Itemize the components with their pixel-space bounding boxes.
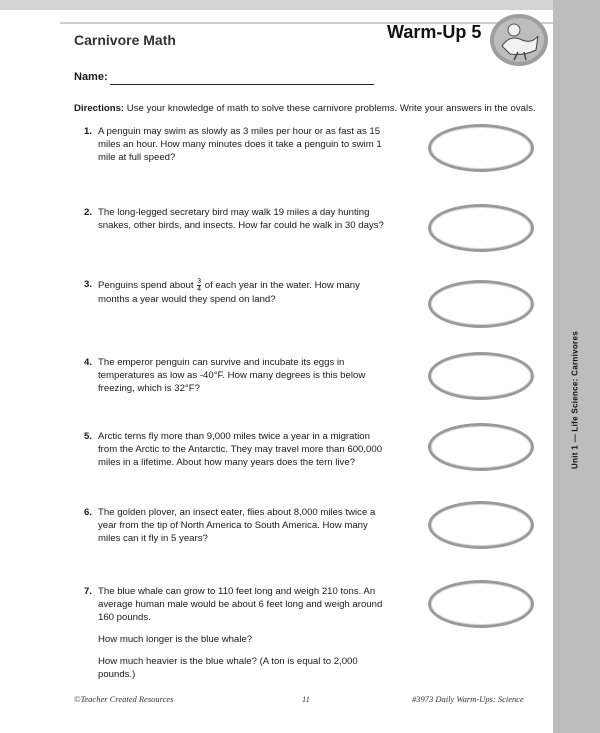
question-number: 4.: [84, 357, 93, 368]
answer-oval-6[interactable]: [428, 501, 534, 549]
answer-oval-1[interactable]: [428, 124, 534, 172]
question-4: [84, 356, 384, 395]
answer-oval-4[interactable]: [428, 352, 534, 400]
question-text-part: Penguins spend about: [98, 280, 194, 292]
question-number: 2.: [84, 207, 93, 218]
warmup-title: Warm-Up 5: [387, 22, 482, 42]
question-number: 5.: [84, 431, 93, 442]
question-5: [84, 430, 384, 469]
question-1: [84, 125, 384, 164]
name-field[interactable]: [110, 84, 374, 85]
footer-book-title: #3973 Daily Warm-Ups: Science: [412, 694, 524, 704]
top-bar: [0, 0, 600, 10]
answer-oval-7[interactable]: [428, 580, 534, 628]
warmup-emblem-icon: [488, 12, 550, 68]
question-subpart-2: How much heavier is the blue whale? (A ton is equal to 2,000 pounds.): [98, 656, 358, 680]
answer-oval-5[interactable]: [428, 423, 534, 471]
answer-oval-3[interactable]: [428, 280, 534, 328]
question-3: [84, 278, 384, 306]
question-text: Arctic terns fly more than 9,000 miles twice a year in a migration from the Arctic to the Antarctic. They may travel more than 600,000 miles in a lifetime. About how many years does the tern live?: [98, 431, 383, 468]
name-label: Name:: [74, 71, 108, 83]
fraction: [197, 278, 201, 293]
footer-publisher: ©Teacher Created Resources: [74, 694, 174, 704]
page-number: 11: [302, 694, 310, 704]
question-text-part: of each year in the water. How many months a year would they spend on land?: [98, 280, 360, 305]
directions-label: Directions:: [74, 103, 125, 114]
question-7: [84, 585, 384, 681]
question-number: 1.: [84, 126, 93, 137]
question-number: 6.: [84, 507, 93, 518]
answer-oval-2[interactable]: [428, 204, 534, 252]
question-text: A penguin may swim as slowly as 3 miles per hour or as fast as 15 miles an hour. How many minutes does it take a penguin to swim 1 mile at full speed?: [98, 126, 382, 163]
question-text: [98, 278, 384, 306]
question-text: The blue whale can grow to 110 feet long and weigh 210 tons. An average human male would be about 6 feet long and weigh around 160 pounds.: [98, 586, 383, 623]
question-text: The golden plover, an insect eater, flies about 8,000 miles twice a year from the tip of North America to South America. How many miles can it fly in 5 years?: [98, 507, 376, 544]
page-title: Carnivore Math: [74, 32, 176, 48]
question-number: 7.: [84, 586, 93, 597]
fraction-denominator: 4: [197, 286, 202, 293]
fraction-numerator: 3: [197, 278, 202, 285]
question-6: [84, 506, 384, 545]
question-text: The emperor penguin can survive and incubate its eggs in temperatures as low as -40°F. How many degrees is this below freezing, which is 32°F?: [98, 357, 366, 394]
question-number: 3.: [84, 279, 93, 290]
directions-text: Use your knowledge of math to solve these carnivore problems. Write your answers in the ovals.: [126, 103, 536, 114]
unit-label: Unit 1 — Life Science: Carnivores: [570, 331, 580, 469]
question-subpart-1: How much longer is the blue whale?: [98, 634, 253, 645]
question-text: The long-legged secretary bird may walk 19 miles a day hunting snakes, other birds, and insects. How far could he walk in 30 days?: [98, 207, 384, 231]
directions: [74, 103, 536, 114]
question-2: [84, 206, 384, 232]
